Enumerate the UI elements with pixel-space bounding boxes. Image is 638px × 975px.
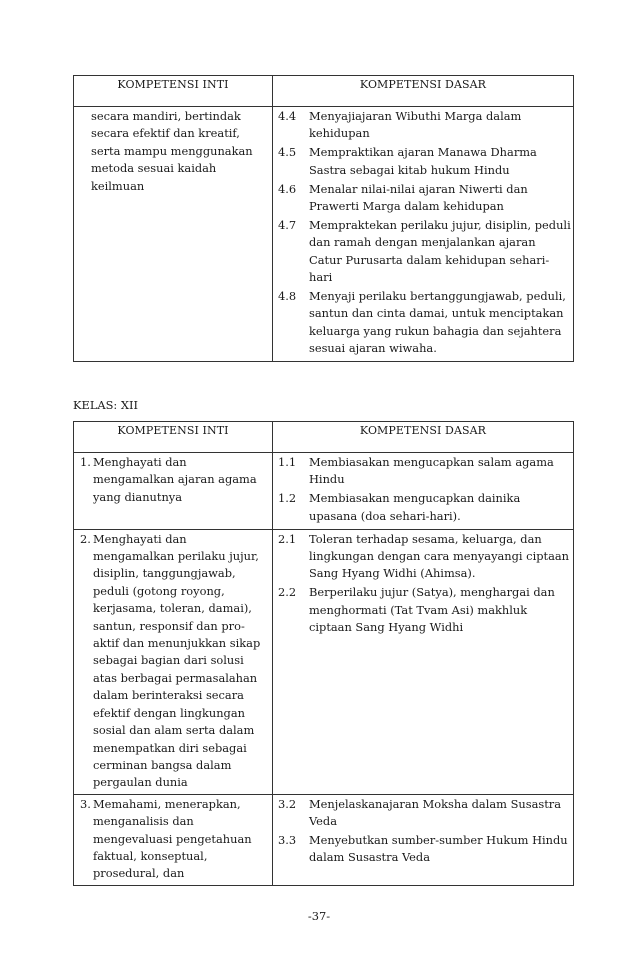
kd-number: 1.1 (278, 455, 297, 469)
kd-text: Mempraktikan ajaran Manawa Dharma Sastra sebagai kitab hukum Hindu (309, 145, 537, 177)
ki-number: 3. (80, 796, 91, 811)
ki-cell (74, 529, 273, 794)
header-kompetensi-inti: KOMPETENSI INTI (74, 76, 273, 107)
page-number: -37- (307, 909, 331, 923)
kd-cell (273, 453, 574, 530)
ki-text: secara mandiri, bertindak secara efektif dan kreatif, serta mampu menggunakan metoda sesuai kaidah keilmuan (91, 109, 253, 193)
kd-text: Menyebutkan sumber-sumber Hukum Hindu dalam Susastra Veda (309, 833, 568, 865)
ki-cell (74, 453, 273, 530)
kd-item (278, 288, 573, 358)
table-row (74, 794, 574, 885)
kd-number: 4.5 (278, 145, 297, 160)
header-kompetensi-inti: KOMPETENSI INTI (74, 422, 273, 453)
kd-item (278, 108, 573, 143)
kd-text: Membiasakan mengucapkan salam agama Hindu (309, 455, 554, 487)
kd-item (278, 217, 573, 287)
kd-number: 4.7 (278, 217, 297, 232)
ki-cell (74, 794, 273, 885)
kd-text: Menyajiajaran Wibuthi Marga dalam kehidupan (309, 109, 522, 141)
kd-item (278, 832, 573, 867)
kd-list (273, 795, 573, 871)
kd-cell (273, 107, 574, 362)
ki-item (74, 530, 272, 794)
kd-number: 3.2 (278, 796, 297, 811)
kd-text: Membiasakan mengucapkan dainika upasana (doa sehari-hari). (309, 491, 521, 523)
kd-item (278, 144, 573, 179)
header-kompetensi-dasar: KOMPETENSI DASAR (273, 422, 574, 453)
table-header-row (74, 422, 574, 453)
kd-item (278, 490, 573, 525)
table-row (74, 453, 574, 530)
ki-text: Menghayati dan mengamalkan ajaran agama yang dianutnya (93, 455, 257, 504)
kd-cell (273, 529, 574, 794)
kd-text: Mempraktekan perilaku jujur, disiplin, peduli dan ramah dengan menjalankan ajaran Catur Purusarta dalam kehidupan sehari-hari (309, 217, 571, 285)
kelas-label: KELAS: XII (73, 398, 138, 412)
ki-cell (74, 107, 273, 362)
kd-number: 3.3 (278, 833, 297, 848)
kd-text: Menjelaskanajaran Moksha dalam Susastra Veda (309, 796, 562, 829)
ki-text: Memahami, menerapkan, menganalisis dan mengevaluasi pengetahuan faktual, konseptual, prosedural, dan (93, 796, 252, 881)
kd-item (278, 531, 573, 583)
kd-number: 2.1 (278, 531, 297, 546)
kd-list (273, 530, 573, 640)
kd-number: 1.2 (278, 491, 297, 506)
kd-cell (273, 794, 574, 885)
kd-text: Toleran terhadap sesama, keluarga, dan lingkungan dengan cara menyayangi ciptaan Sang Hyang Widhi (Ahimsa). (309, 531, 569, 581)
ki-number: 2. (80, 531, 91, 546)
kd-number: 2.2 (278, 585, 297, 600)
kd-list (273, 107, 573, 361)
ki-number: 1. (80, 455, 91, 469)
kd-number: 4.4 (278, 109, 297, 123)
kd-number: 4.6 (278, 181, 297, 196)
table-row (74, 107, 574, 362)
ki-item (74, 453, 272, 508)
kd-list (273, 453, 573, 529)
competency-table-kelas-xii (73, 421, 574, 886)
kd-item (278, 454, 573, 489)
kd-item (278, 181, 573, 216)
kd-text: Menyaji perilaku bertanggungjawab, peduli, santun dan cinta damai, untuk menciptakan keluarga yang rukun bahagia dan sejahtera sesuai ajaran wiwaha. (309, 289, 566, 356)
kd-text: Berperilaku jujur (Satya), menghargai dan menghormati (Tat Tvam Asi) makhluk ciptaan Sang Hyang Widhi (309, 585, 555, 635)
ki-text: Menghayati dan mengamalkan perilaku jujur, disiplin, tanggungjawab, peduli (gotong royong, kerjasama, toleran, damai), santun, responsif dan pro-aktif dan menunjukkan sikap sebagai bagian dari solusi atas berbagai permasalahan dalam berinteraksi secara efektif dengan lingkungan sosial dan alam serta dalam menempatkan diri sebagai cerminan bangsa dalam pergaulan dunia (93, 531, 261, 790)
competency-table-continued (73, 75, 574, 362)
kd-text: Menalar nilai-nilai ajaran Niwerti dan Prawerti Marga dalam kehidupan (309, 181, 528, 214)
table-row (74, 529, 574, 794)
ki-item (74, 795, 272, 885)
kd-item (278, 584, 573, 636)
table-header-row (74, 76, 574, 107)
kd-item (278, 796, 573, 831)
kd-number: 4.8 (278, 289, 297, 304)
header-kompetensi-dasar: KOMPETENSI DASAR (273, 76, 574, 107)
